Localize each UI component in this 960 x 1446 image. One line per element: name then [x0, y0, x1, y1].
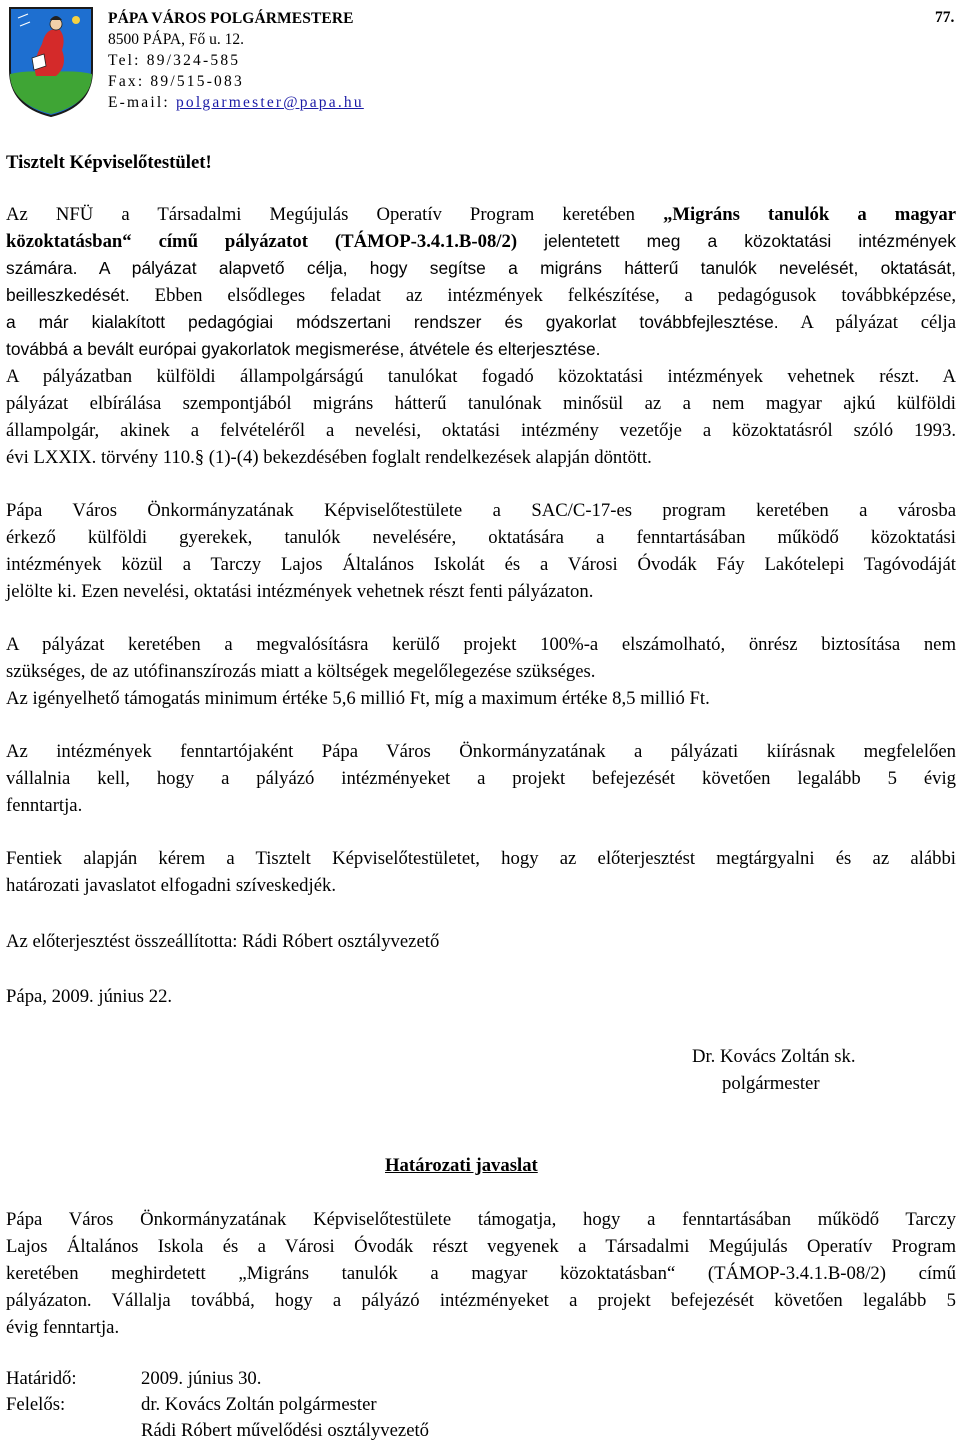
proposal-line3: keretében meghirdetett „Migráns tanulók a magyar közoktatásban“ (TÁMOP-3.4.1.B-08/2) című — [6, 1263, 956, 1284]
para3-line2: szükséges, de az utófinanszírozás miatt a költségek megelőlegezése szükséges. — [6, 661, 596, 682]
para5-line1: Fentiek alapján kérem a Tisztelt Képviselőtestületet, hogy az előterjesztést megtárgyalni és az alábbi — [6, 848, 956, 869]
para1-line8: pályázat elbírálása szempontjából migráns hátterű tanulónak minősül az a nem magyar ajkú külföldi — [6, 393, 956, 414]
para1-line3: számára. A pályázat alapvető célja, hogy segítse a migráns hátterű tanulók nevelését, oktatását, — [6, 258, 956, 278]
para5-line2: határozati javaslatot elfogadni szíveskedjék. — [6, 875, 337, 896]
para1-line1: Az NFÜ a Társadalmi Megújulás Operatív Program keretében „Migráns tanulók a magyar — [6, 204, 956, 225]
email-line — [108, 92, 364, 113]
deadline-value: 2009. június 30. — [141, 1368, 262, 1389]
para1-line9: állampolgár, akinek a felvételéről a nevelési, oktatási intézmény vezetője a közoktatásról szóló 1993. — [6, 420, 956, 441]
fax: Fax: 89/515-083 — [108, 73, 244, 90]
para3-line3: Az igényelhető támogatás minimum értéke 5,6 millió Ft, míg a maximum értéke 8,5 millió Ft. — [6, 688, 710, 709]
para2-line1: Pápa Város Önkormányzatának Képviselőtestülete a SAC/C-17-es program keretében a városba — [6, 500, 956, 521]
city-coat-of-arms — [6, 4, 96, 118]
place-date: Pápa, 2009. június 22. — [6, 986, 173, 1007]
responsible-label: Felelős: — [6, 1394, 66, 1415]
responsible-value-1: dr. Kovács Zoltán polgármester — [141, 1394, 377, 1415]
para1-line6: továbbá a bevált európai gyakorlatok megismerése, átvétele és elterjesztése. — [6, 339, 601, 359]
para4-line3: fenntartja. — [6, 795, 83, 816]
para3-line1: A pályázat keretében a megvalósításra kerülő projekt 100%-a elszámolható, önrész biztosítása nem — [6, 634, 956, 655]
proposal-line2: Lajos Általános Iskola és a Városi Óvodák részt vegyenek a Társadalmi Megújulás Operatív Program — [6, 1236, 956, 1257]
para1-line4: beilleszkedését. Ebben elsődleges feladat az intézmények felkészítése, a pedagógusok továbbképzése, — [6, 285, 956, 306]
proposal-line5: évig fenntartja. — [6, 1317, 120, 1338]
letterhead — [108, 8, 364, 113]
proposal-line1: Pápa Város Önkormányzatának Képviselőtestülete támogatja, hogy a fenntartásában működő Tarczy — [6, 1209, 956, 1230]
para1-line7: A pályázatban külföldi állampolgárságú tanulókat fogadó közoktatási intézmények vehetnek részt. A — [6, 366, 956, 387]
proposal-title: Határozati javaslat — [385, 1155, 538, 1176]
greeting: Tisztelt Képviselőtestület! — [6, 152, 212, 173]
proposal-line4: pályázaton. Vállalja továbbá, hogy a pályázó intézményeket a projekt befejezését követően legalább 5 — [6, 1290, 956, 1311]
responsible-value-2: Rádi Róbert művelődési osztályvezető — [141, 1420, 430, 1441]
para2-line4: jelölte ki. Ezen nevelési, oktatási intézmények vehetnek részt fenti pályázaton. — [6, 581, 594, 602]
prepared-by: Az előterjesztést összeállította: Rádi Róbert osztályvezető — [6, 931, 440, 952]
email-link[interactable]: polgarmester@papa.hu — [175, 94, 364, 111]
para1-line10: évi LXXIX. törvény 110.§ (1)-(4) bekezdésében foglalt rendelkezések alapján döntött. — [6, 447, 652, 468]
org-name: PÁPA VÁROS POLGÁRMESTERE — [108, 10, 354, 27]
para2-line2: érkező külföldi gyerekek, tanulók nevelésére, oktatására a fenntartásában működő közoktatási — [6, 527, 956, 548]
signature-name: Dr. Kovács Zoltán sk. — [692, 1046, 856, 1067]
para2-line3: intézmények közül a Tarczy Lajos Általános Iskolát és a Városi Óvodák Fáy Lakótelepi Tagóvodáját — [6, 554, 956, 575]
para4-line1: Az intézmények fenntartójaként Pápa Város Önkormányzatának a pályázati kiírásnak megfelelően — [6, 741, 956, 762]
document-number: 77. — [935, 9, 955, 26]
para1-line5: a már kialakított pedagógiai módszertani rendszer és gyakorlat továbbfejlesztése. A pályázat célja — [6, 312, 956, 333]
signature-title: polgármester — [722, 1073, 820, 1094]
phone: Tel: 89/324-585 — [108, 52, 241, 69]
para4-line2: vállalnia kell, hogy a pályázó intézményeket a projekt befejezését követően legalább 5 évig — [6, 768, 956, 789]
para1-line2: közoktatásban“ című pályázatot (TÁMOP-3.4.1.B-08/2) jelentetett meg a közoktatási intézmények — [6, 231, 956, 252]
address: 8500 PÁPA, Fő u. 12. — [108, 31, 244, 48]
deadline-label: Határidő: — [6, 1368, 77, 1389]
email-label: E-mail: — [108, 94, 176, 111]
